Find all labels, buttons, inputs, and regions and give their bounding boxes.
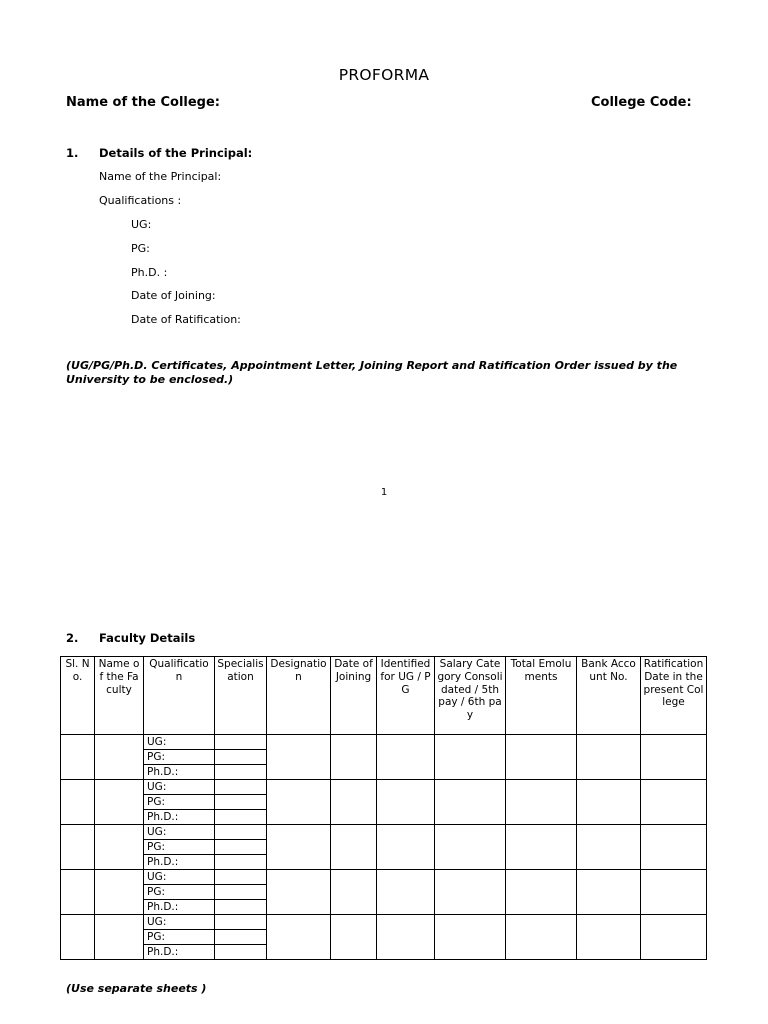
cell [215, 900, 267, 915]
column-header: Qualification [144, 657, 215, 735]
cell [377, 780, 435, 825]
cell [215, 765, 267, 780]
section1-number: 1. [66, 146, 79, 160]
cell [331, 825, 377, 870]
cell [435, 825, 506, 870]
table-row [61, 825, 707, 840]
cell [215, 750, 267, 765]
column-header: Specialisation [215, 657, 267, 735]
cell [95, 735, 144, 780]
table-row [61, 735, 707, 750]
column-header: Total Emoluments [506, 657, 577, 735]
cell [435, 735, 506, 780]
column-header: Salary Category Consolidated / 5th pay / 6th pay [435, 657, 506, 735]
qualification-cell: Ph.D.: [144, 810, 215, 825]
qualification-cell: Ph.D.: [144, 900, 215, 915]
qualification-cell: PG: [144, 930, 215, 945]
cell [377, 735, 435, 780]
section1-title: Details of the Principal: [99, 146, 253, 160]
qualification-cell: UG: [144, 825, 215, 840]
table-row [61, 915, 707, 930]
column-header: Sl. No. [61, 657, 95, 735]
cell [215, 945, 267, 960]
qualification-cell: UG: [144, 780, 215, 795]
cell [61, 915, 95, 960]
cell [331, 735, 377, 780]
cell [95, 780, 144, 825]
qualification-cell: Ph.D.: [144, 765, 215, 780]
cell [267, 870, 331, 915]
cell [215, 885, 267, 900]
cell [61, 825, 95, 870]
date-of-joining-label: Date of Joining: [131, 289, 216, 302]
cell [377, 870, 435, 915]
qualification-cell: PG: [144, 840, 215, 855]
principal-name-label: Name of the Principal: [99, 170, 222, 183]
cell [577, 870, 641, 915]
separate-sheets-note: (Use separate sheets ) [66, 982, 207, 995]
cell [61, 780, 95, 825]
cell [61, 735, 95, 780]
cell [95, 870, 144, 915]
column-header: Bank Account No. [577, 657, 641, 735]
cell [435, 780, 506, 825]
qualification-cell: UG: [144, 870, 215, 885]
cell [577, 735, 641, 780]
cell [506, 915, 577, 960]
cell [215, 870, 267, 885]
table-row [61, 780, 707, 795]
qualification-cell: Ph.D.: [144, 855, 215, 870]
cell [641, 825, 707, 870]
cell [641, 870, 707, 915]
cell [435, 870, 506, 915]
cell [215, 780, 267, 795]
qualification-cell: PG: [144, 750, 215, 765]
cell [506, 825, 577, 870]
enclosure-note: (UG/PG/Ph.D. Certificates, Appointment Letter, Joining Report and Ratification Order issued by the University to be enclosed.) [66, 359, 678, 386]
cell [215, 735, 267, 750]
cell [267, 915, 331, 960]
pg-label: PG: [131, 242, 150, 255]
table-row [61, 870, 707, 885]
qualification-cell: PG: [144, 885, 215, 900]
cell [215, 825, 267, 840]
qualification-cell: UG: [144, 735, 215, 750]
cell [95, 915, 144, 960]
cell [61, 870, 95, 915]
cell [435, 915, 506, 960]
cell [506, 780, 577, 825]
cell [506, 735, 577, 780]
cell [641, 915, 707, 960]
cell [215, 930, 267, 945]
cell [377, 825, 435, 870]
cell [215, 795, 267, 810]
section2-number: 2. [66, 631, 79, 645]
column-header: Identified for UG / PG [377, 657, 435, 735]
cell [577, 825, 641, 870]
cell [331, 780, 377, 825]
qualification-cell: PG: [144, 795, 215, 810]
cell [506, 870, 577, 915]
qualifications-label: Qualifications : [99, 194, 182, 207]
phd-label: Ph.D. : [131, 266, 168, 279]
column-header: Ratification Date in the present College [641, 657, 707, 735]
page-title: PROFORMA [338, 66, 430, 84]
ug-label: UG: [131, 218, 152, 231]
cell [95, 825, 144, 870]
cell [377, 915, 435, 960]
cell [267, 735, 331, 780]
cell [267, 780, 331, 825]
cell [577, 780, 641, 825]
column-header: Name of the Faculty [95, 657, 144, 735]
qualification-cell: UG: [144, 915, 215, 930]
page-number: 1 [380, 487, 388, 498]
cell [215, 855, 267, 870]
cell [215, 840, 267, 855]
column-header: Designation [267, 657, 331, 735]
date-of-ratification-label: Date of Ratification: [131, 313, 241, 326]
cell [215, 810, 267, 825]
cell [267, 825, 331, 870]
cell [215, 915, 267, 930]
qualification-cell: Ph.D.: [144, 945, 215, 960]
cell [577, 915, 641, 960]
college-name-label: Name of the College: [66, 95, 220, 110]
section2-title: Faculty Details [99, 631, 196, 645]
cell [641, 735, 707, 780]
cell [641, 780, 707, 825]
faculty-details-table [60, 656, 707, 960]
cell [331, 870, 377, 915]
cell [331, 915, 377, 960]
college-code-label: College Code: [591, 95, 692, 110]
table-body [61, 735, 707, 960]
table-header-row [61, 657, 707, 735]
column-header: Date of Joining [331, 657, 377, 735]
